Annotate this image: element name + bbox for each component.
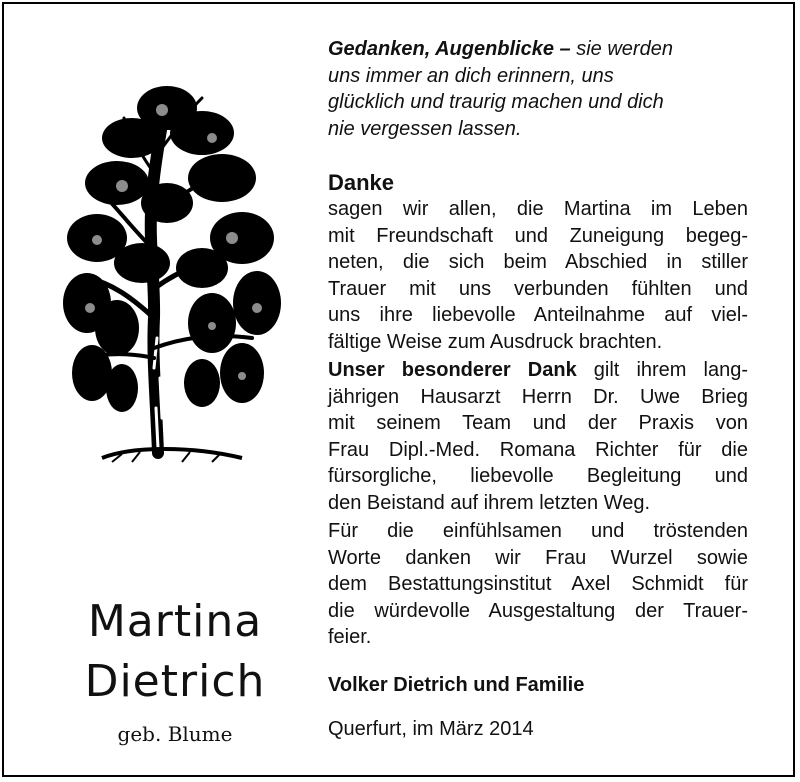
text-line: fältige Weise zum Ausdruck brachten. <box>328 330 663 353</box>
memorial-quote <box>328 36 748 142</box>
text-line: die würdevolle Ausgestaltung der Trauer- <box>328 599 748 622</box>
signature: Volker Dietrich und Familie <box>328 674 585 696</box>
text-line: uns ihre liebevolle Anteilnahme auf viel- <box>328 304 748 326</box>
quote-lead: Gedanken, Augenblicke – <box>328 38 571 60</box>
deceased-first-name: Martina <box>87 596 263 647</box>
quote-line: glücklich und traurig machen und dich <box>328 91 664 113</box>
text-line: den Beistand auf ihrem letzten Weg. <box>328 491 651 514</box>
text-line: Trauer mit uns verbunden fühlten und <box>328 277 748 300</box>
quote-line: nie vergessen lassen. <box>328 117 522 140</box>
text-line: dem Bestattungsinstitut Axel Schmidt für <box>328 573 748 595</box>
special-thanks-lead: Unser besonderer Dank <box>328 359 577 381</box>
text-line: neten, die sich beim Abschied in stiller <box>328 251 748 273</box>
text-line: feier. <box>328 626 372 648</box>
text-line: Worte danken wir Frau Wurzel sowie <box>328 546 748 569</box>
text-line: jährigen Hausarzt Herrn Dr. Uwe Brieg <box>328 385 748 408</box>
text-line: sagen wir allen, die Martina im Leben <box>328 198 748 220</box>
thanks-heading: Danke <box>328 170 395 195</box>
text-line: mit seinem Team und der Praxis von <box>328 412 748 434</box>
deceased-last-name: Dietrich <box>84 656 266 707</box>
text-line: mit Freundschaft und Zuneigung begeg- <box>328 224 748 247</box>
thanks-paragraph-1 <box>328 196 748 355</box>
text-line: fürsorgliche, liebevolle Begleitung und <box>328 465 748 487</box>
birch-tree-illustration <box>62 68 284 468</box>
thanks-paragraph-3 <box>328 518 748 651</box>
thanks-paragraph-2 <box>328 357 748 516</box>
maiden-name: geb. Blume <box>117 722 233 746</box>
place-date: Querfurt, im März 2014 <box>328 718 534 740</box>
text-line: Frau Dipl.-Med. Romana Richter für die <box>328 438 748 461</box>
text-line: Für die einfühlsamen und tröstenden <box>328 520 748 542</box>
text-line: gilt ihrem lang- <box>576 359 749 381</box>
quote-line: sie werden <box>570 38 673 60</box>
quote-line: uns immer an dich erinnern, uns <box>328 64 614 87</box>
